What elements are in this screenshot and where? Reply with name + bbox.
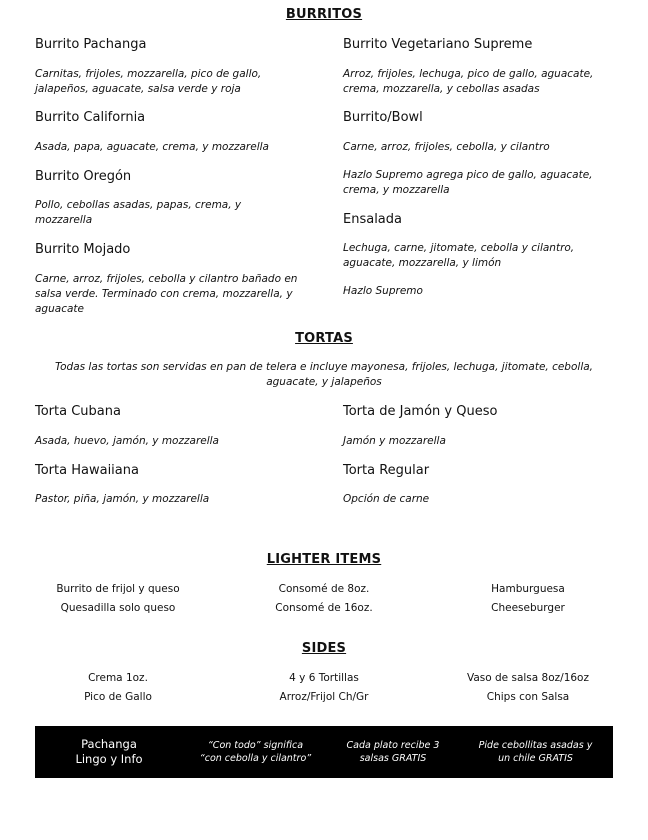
- lighter-item: Cheeseburger: [491, 602, 565, 614]
- footer-note-line: salsas GRATIS: [359, 753, 427, 764]
- footer-note-salsas: [328, 739, 458, 765]
- side-item: Crema 1oz.: [88, 672, 148, 684]
- burrito-oregon-name: Burrito Oregón: [35, 169, 132, 184]
- footer-note-cebollitas: [458, 739, 613, 765]
- burrito-bowl-desc: Carne, arroz, frijoles, cebolla, y cilantro: [343, 141, 550, 153]
- lighter-item: Hamburguesa: [491, 583, 565, 595]
- lighter-item: Quesadilla solo queso: [60, 602, 176, 614]
- footer-note-line: “Con todo” significa: [207, 740, 304, 751]
- tortas-intro: Todas las tortas son servidas en pan de telera e incluye mayonesa, frijoles, lechuga, jitomate, cebolla, aguacate, y jalapeños: [54, 361, 594, 388]
- side-item: Vaso de salsa 8oz/16oz: [466, 672, 589, 684]
- burritos-heading: BURRITOS: [285, 7, 363, 22]
- torta-jamon-queso-desc: Jamón y mozzarella: [343, 435, 446, 447]
- lighter-item: Burrito de frijol y queso: [56, 583, 180, 595]
- lighter-item: Consomé de 8oz.: [278, 583, 370, 595]
- footer-note-line: Cada plato recibe 3: [346, 740, 440, 751]
- burrito-oregon-desc: Pollo, cebollas asadas, papas, crema, y mozzarella: [35, 199, 242, 226]
- burrito-mojado-name: Burrito Mojado: [35, 242, 131, 257]
- lighter-items-heading: LIGHTER ITEMS: [266, 552, 382, 567]
- footer-note-con-todo: [183, 739, 328, 765]
- burrito-vegetariano-name: Burrito Vegetariano Supreme: [343, 37, 533, 52]
- tortas-heading: TORTAS: [295, 331, 353, 346]
- sides-heading: SIDES: [301, 641, 347, 656]
- torta-hawaiiana-name: Torta Hawaiiana: [35, 463, 139, 478]
- ensalada-desc: Lechuga, carne, jitomate, cebolla y cilantro, aguacate, mozzarella, y limón: [343, 242, 575, 269]
- burrito-mojado-desc: Carne, arroz, frijoles, cebolla y cilantro bañado en salsa verde. Terminado con crema, mozzarella, y aguacate: [35, 273, 298, 315]
- footer-note-line: “con cebolla y cilantro”: [199, 753, 312, 764]
- footer-note-line: un chile GRATIS: [498, 753, 573, 764]
- footer-title: [35, 737, 183, 767]
- torta-regular-name: Torta Regular: [343, 463, 430, 478]
- hazlo-supremo-ensalada-desc: Hazlo Supremo: [343, 285, 423, 297]
- torta-hawaiiana-desc: Pastor, piña, jamón, y mozzarella: [35, 493, 210, 505]
- ensalada-name: Ensalada: [343, 212, 402, 227]
- info-footer: [35, 726, 613, 778]
- footer-title-line: Lingo y Info: [75, 752, 143, 766]
- burrito-california-desc: Asada, papa, aguacate, crema, y mozzarella: [35, 141, 269, 153]
- burrito-bowl-name: Burrito/Bowl: [343, 110, 423, 125]
- torta-regular-desc: Opción de carne: [343, 493, 430, 505]
- torta-cubana-desc: Asada, huevo, jamón, y mozzarella: [35, 435, 219, 447]
- footer-note-line: Pide cebollitas asadas y: [478, 740, 593, 751]
- side-item: Chips con Salsa: [486, 691, 570, 703]
- hazlo-supremo-burrito-desc: Hazlo Supremo agrega pico de gallo, aguacate, crema, y mozzarella: [343, 169, 593, 196]
- footer-title-line: Pachanga: [81, 737, 137, 751]
- side-item: Pico de Gallo: [84, 691, 152, 703]
- torta-cubana-name: Torta Cubana: [35, 404, 121, 419]
- burrito-pachanga-desc: Carnitas, frijoles, mozzarella, pico de gallo, jalapeños, aguacate, salsa verde y roja: [35, 68, 262, 95]
- burrito-pachanga-name: Burrito Pachanga: [35, 37, 147, 52]
- torta-jamon-queso-name: Torta de Jamón y Queso: [343, 404, 498, 419]
- side-item: Arroz/Frijol Ch/Gr: [279, 691, 369, 703]
- burrito-vegetariano-desc: Arroz, frijoles, lechuga, pico de gallo, aguacate, crema, mozzarella, y cebollas asadas: [343, 68, 594, 95]
- side-item: 4 y 6 Tortillas: [289, 672, 359, 684]
- burrito-california-name: Burrito California: [35, 110, 146, 125]
- lighter-item: Consomé de 16oz.: [275, 602, 373, 614]
